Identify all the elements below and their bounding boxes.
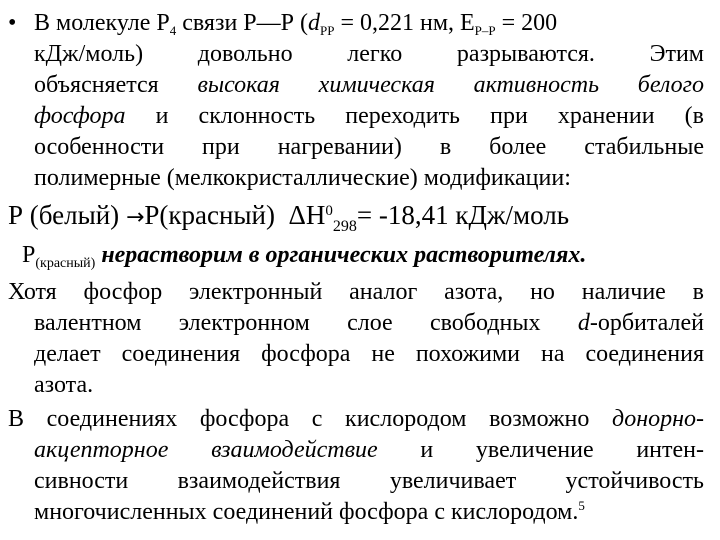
equation: Р (белый) →Р(красный) $\Delta Н^0_{298}= -18,41$ кДж/моль <box>8 200 570 235</box>
p1-line-1: В молекуле $P_4$ связи Р—Р ($d_{PP} = 0,221$ нм, $E_{P-P} = 200$ <box>34 10 558 38</box>
p1-line-3: объясняется высокая химическая активность белого <box>34 72 704 98</box>
p2-line-2: валентном электронном слое свободных d-орбиталей <box>34 310 704 336</box>
p1-line-2: кДж/моль) довольно легко разрываются. Этим <box>34 41 704 67</box>
p2-line-4: азота. <box>34 372 94 398</box>
p2-line-3: делает соединения фосфора не похожими на соединения <box>34 341 704 367</box>
footnote-mark: 5 <box>578 498 585 513</box>
p3-line-2: акцепторное взаимодействие и увеличение интен- <box>34 437 704 463</box>
p1-line-5: особенности при нагревании) в более стабильные <box>34 134 704 160</box>
p3-line-4: многочисленных соединений фосфора с кислородом.$^5$ <box>34 498 585 525</box>
red-phosphorus-line: $Р_{(красный)}$ нерастворим в органических растворителях. <box>22 242 587 271</box>
bullet: • <box>8 10 17 36</box>
p1-line-4: фосфора и склонность переходить при хранении (в <box>34 103 704 129</box>
p3-line-1: В соединениях фосфора с кислородом возможно донорно- <box>8 406 704 432</box>
right-arrow-icon: → <box>125 205 145 230</box>
p2-line-1: Хотя фосфор электронный аналог азота, но наличие в <box>8 279 704 305</box>
p1-line-6: полимерные (мелкокристаллические) модификации: <box>34 165 571 191</box>
p3-line-3: сивности взаимодействия увеличивает устойчивость <box>34 468 704 494</box>
